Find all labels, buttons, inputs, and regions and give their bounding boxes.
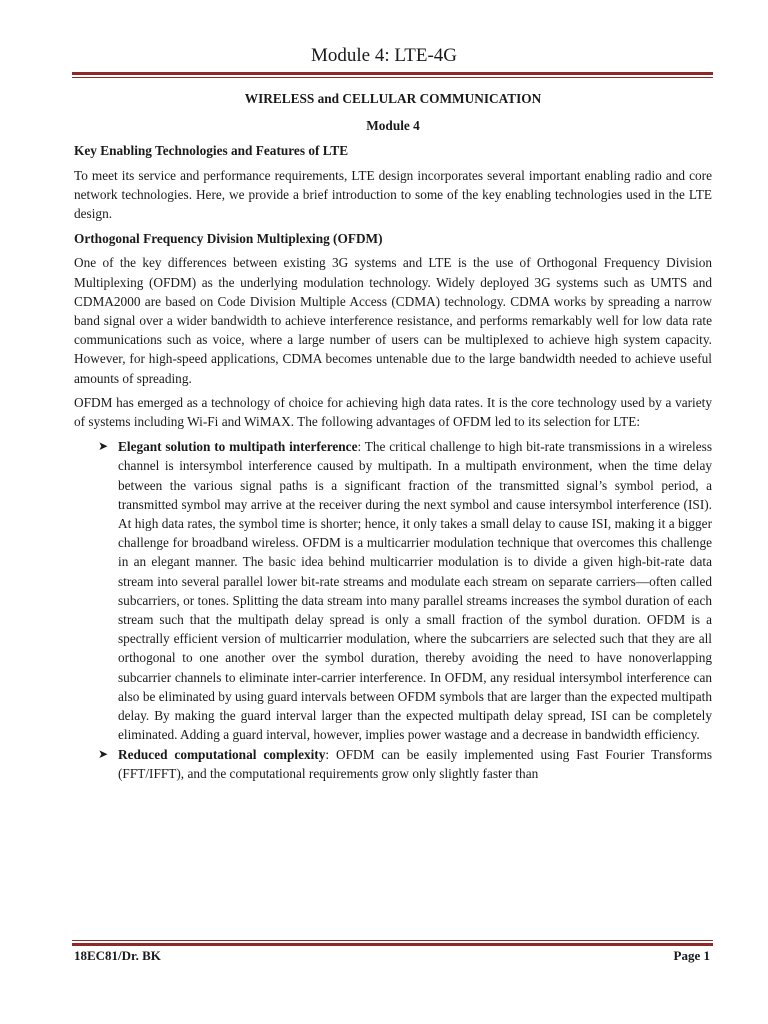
list-item [74, 437, 712, 744]
header-rule-thick [72, 72, 713, 75]
footer-page-number: Page 1 [673, 948, 710, 963]
footer-rule-thin [72, 940, 713, 941]
section-heading-lte-features: Key Enabling Technologies and Features of LTE [74, 143, 349, 159]
bullet-text: : The critical challenge to high bit-rate transmissions in a wireless channel is intersymbol interference caused by multipath. In a multipath environment, when the time delay between the various signal paths is a significant fraction of the transmitted signal’s symbol period, a transmitted symbol may arrive at the receiver during the next symbol and cause intersymbol interference (ISI). At high data rates, the symbol time is shorter; hence, it only takes a small delay to cause ISI, making it a bigger challenge for broadband wireless. OFDM is a multicarrier modulation technique that overcomes this challenge in an elegant manner. The basic idea behind multicarrier modulation is to divide a given high-bit-rate data stream into several parallel lower bit-rate streams and modulate each stream on separate carriers—often called subcarriers, or tones. Splitting the data stream into many parallel streams increases the symbol duration of each stream such that the multipath delay spread is only a small fraction of the symbol duration. OFDM is a spectrally efficient version of multicarrier modulation, where the subcarriers are selected such that they are all orthogonal to one another over the symbol duration, thereby avoiding the need to have nonoverlapping subcarrier channels to eliminate inter-carrier interference. In OFDM, any residual intersymbol interference can also be eliminated by using guard intervals between OFDM symbols that are larger than the expected multipath delay. By making the guard interval larger than the expected multipath delay spread, ISI can be completely eliminated. Adding a guard interval, however, implies power wastage and a decrease in bandwidth efficiency. [118, 439, 712, 743]
bullet-text: : OFDM can be easily implemented using Fast Fourier Transforms (FFT/IFFT), and the computational requirements grow only slightly faster than [118, 746, 712, 781]
footer-course-code: 18EC81/Dr. BK [74, 948, 161, 963]
advantages-list [74, 437, 712, 783]
paragraph-ofdm-2: OFDM has emerged as a technology of choice for achieving high data rates. It is the core technology used by a variety of systems including Wi-Fi and WiMAX. The following advantages of OFDM led to its selection for LTE: [74, 394, 712, 430]
section-heading-ofdm: Orthogonal Frequency Division Multiplexing (OFDM) [74, 231, 383, 247]
course-title: WIRELESS and CELLULAR COMMUNICATION [244, 91, 542, 106]
footer-rule-thick [72, 943, 713, 946]
header-rule-thin [72, 77, 713, 78]
paragraph-ofdm-1: One of the key differences between existing 3G systems and LTE is the use of Orthogonal Frequency Division Multiplexing (OFDM) as the underlying modulation technology. Widely deployed 3G systems such as UMTS and CDMA2000 are based on Code Division Multiple Access (CDMA) technology. CDMA works by spreading a narrow band signal over a wider bandwidth to achieve interference resistance, and performs remarkably well for low data rate communications such as voice, where a large number of users can be multiplexed to achieve high system capacity. However, for high-speed applications, CDMA becomes untenable due to the large bandwidth needed to achieve useful amounts of spreading. [74, 255, 712, 386]
module-label: Module 4 [366, 118, 420, 134]
paragraph-intro: To meet its service and performance requirements, LTE design incorporates several important enabling radio and core network technologies. Here, we provide a brief introduction to some of the key enabling technologies used in the LTE design. [74, 167, 712, 222]
bullet-term: Reduced computational complexity [118, 746, 326, 762]
document-body [74, 89, 712, 783]
list-item [74, 745, 712, 783]
arrow-bullet-icon: ➤ [98, 439, 109, 454]
bullet-term: Elegant solution to multipath interference [118, 439, 358, 455]
arrow-bullet-icon: ➤ [98, 746, 109, 761]
page-header-title: Module 4: LTE-4G [310, 45, 457, 66]
